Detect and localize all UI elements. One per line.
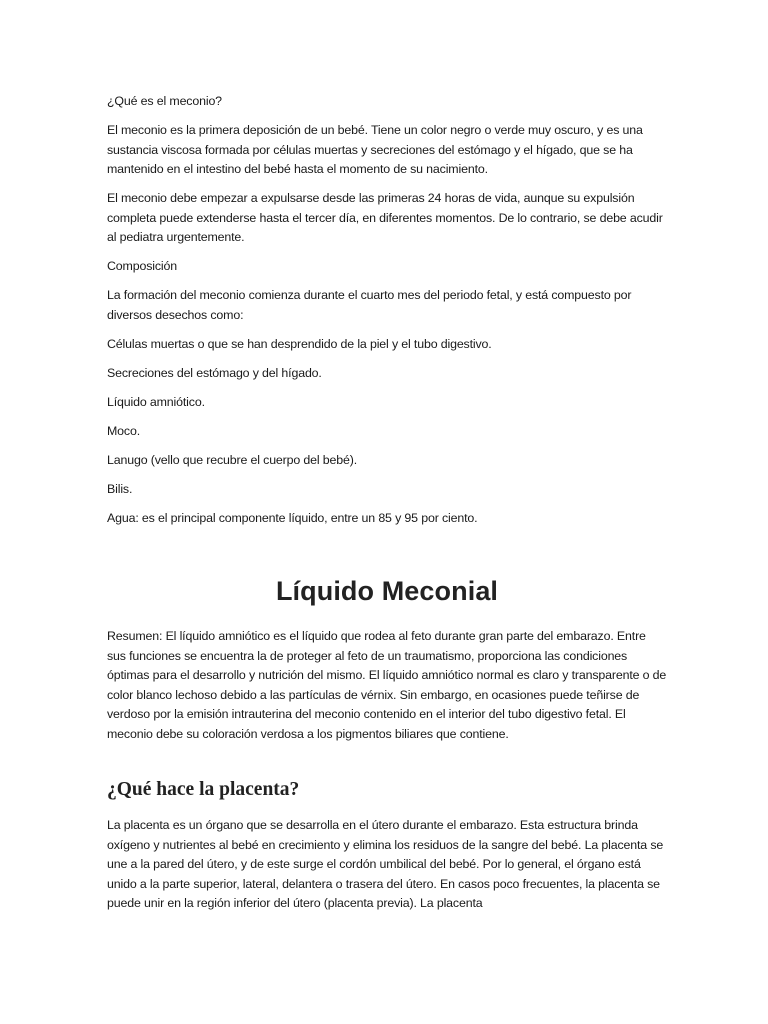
paragraph-placenta: La placenta es un órgano que se desarrolla en el útero durante el embarazo. Esta estructura brinda oxígeno y nutrientes al bebé en crecimiento y elimina los residuos de la sangre del bebé. La placenta se une a la pared del útero, y de este surge el cordón umbilical del bebé. Por lo general, el órgano está unido a la parte superior, lateral, delantera o trasera del útero. En casos poco frecuentes, la placenta se puede unir en la región inferior del útero (placenta previa). La placenta — [107, 818, 664, 910]
composition-item: Bilis. — [107, 481, 133, 496]
heading-placenta: ¿Qué hace la placenta? — [107, 779, 300, 800]
composition-item: Células muertas o que se han desprendido de la piel y el tubo digestivo. — [107, 336, 492, 351]
document-body — [107, 92, 667, 923]
composition-item: Agua: es el principal componente líquido, entre un 85 y 95 por ciento. — [107, 510, 478, 525]
composition-item: Moco. — [107, 423, 140, 438]
paragraph-meconio-expulsion: El meconio debe empezar a expulsarse desde las primeras 24 horas de vida, aunque su expulsión completa puede extenderse hasta el tercer día, en diferentes momentos. De lo contrario, se debe acudir al pediatra urgentemente. — [107, 191, 663, 244]
composition-item: Líquido amniótico. — [107, 394, 205, 409]
composition-intro: La formación del meconio comienza durante el cuarto mes del periodo fetal, y está compuesto por diversos desechos como: — [107, 288, 632, 322]
composition-item: Lanugo (vello que recubre el cuerpo del bebé). — [107, 452, 358, 467]
paragraph-meconio-definition: El meconio es la primera deposición de un bebé. Tiene un color negro o verde muy oscuro, y es una sustancia viscosa formada por células muertas y secreciones del estómago y el hígado, que se ha mantenido en el intestino del bebé hasta el momento de su nacimiento. — [107, 123, 643, 176]
question-meconio: ¿Qué es el meconio? — [107, 94, 222, 108]
title-liquido-meconial: Líquido Meconial — [275, 576, 499, 606]
composition-label: Composición — [107, 259, 177, 273]
composition-item: Secreciones del estómago y del hígado. — [107, 365, 322, 380]
paragraph-resumen: Resumen: El líquido amniótico es el líquido que rodea al feto durante gran parte del embarazo. Entre sus funciones se encuentra la de proteger al feto de un traumatismo, proporciona las condiciones óptimas para el desarrollo y nutrición del mismo. El líquido amniótico normal es claro y transparente o de color blanco lechoso debido a las partículas de vérnix. Sin embargo, en ocasiones puede teñirse de verdoso por la emisión intrauterina del meconio contenido en el interior del tubo digestivo fetal. El meconio debe su coloración verdosa a los pigmentos biliares que contiene. — [107, 629, 667, 741]
